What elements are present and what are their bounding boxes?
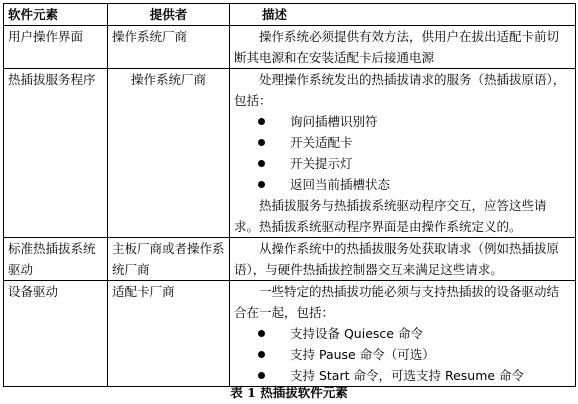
cell-element: 热插拔服务程序 (4, 69, 108, 238)
list-item: 返回当前插槽状态 (234, 174, 571, 195)
cell-provider: 操作系统厂商 (108, 26, 230, 69)
cell-provider: 适配卡厂商 (108, 281, 230, 387)
cell-description (230, 281, 576, 387)
table-row (4, 69, 576, 238)
list-item: 询问插槽识别符 (234, 111, 571, 132)
bullet-list (234, 111, 571, 195)
description-text: 一些特定的热插拔功能必须与支持热插拔的设备驱动结合在一起，包括： (234, 284, 560, 320)
cell-description (230, 69, 576, 238)
list-item: 开关提示灯 (234, 153, 571, 174)
bullet-icon (258, 139, 265, 146)
bullet-icon (258, 372, 265, 379)
cell-description (230, 26, 576, 69)
cell-element: 标准热插拔系统驱动 (4, 238, 108, 281)
table-row (4, 281, 576, 387)
cell-provider: 主板厂商或者操作系统厂商 (108, 238, 230, 281)
header-provider: 提供者 (108, 4, 230, 26)
table-row (4, 238, 576, 281)
list-item: 支持 Start 命令，可选支持 Resume 命令 (234, 365, 571, 386)
bullet-icon (258, 330, 265, 337)
bullet-icon (258, 351, 265, 358)
description-text: 处理操作系统发出的热插拔请求的服务（热插拔原语），包括： (234, 72, 566, 108)
list-item: 支持设备 Quiesce 命令 (234, 323, 571, 344)
bullet-list (234, 323, 571, 386)
cell-element: 设备驱动 (4, 281, 108, 387)
bullet-icon (258, 160, 265, 167)
software-elements-table (3, 3, 576, 387)
description-text: 操作系统必须提供有效方法，供用户在拔出适配卡前切断其电源和在安装适配卡后接通电源 (234, 29, 560, 65)
cell-description (230, 238, 576, 281)
description-text: 从操作系统中的热插拔服务处获取请求（例如热插拔原语），与硬件热插拔控制器交互来满足这些请求。 (234, 241, 560, 277)
header-description: 描述 (230, 4, 576, 26)
list-item: 开关适配卡 (234, 132, 571, 153)
description-text-after: 热插拔服务与热插拔系统驱动程序交互，应答这些请求。热插拔系统驱动程序界面是由操作系统定义的。 (234, 198, 547, 234)
header-element: 软件元素 (4, 4, 108, 26)
cell-element: 用户操作界面 (4, 26, 108, 69)
list-item: 支持 Pause 命令（可选） (234, 344, 571, 365)
table-header-row (4, 4, 576, 26)
cell-provider: 操作系统厂商 (108, 69, 230, 238)
bullet-icon (258, 181, 265, 188)
table-caption: 表 1 热插拔软件元素 (230, 385, 348, 400)
bullet-icon (258, 118, 265, 125)
table-row (4, 26, 576, 69)
